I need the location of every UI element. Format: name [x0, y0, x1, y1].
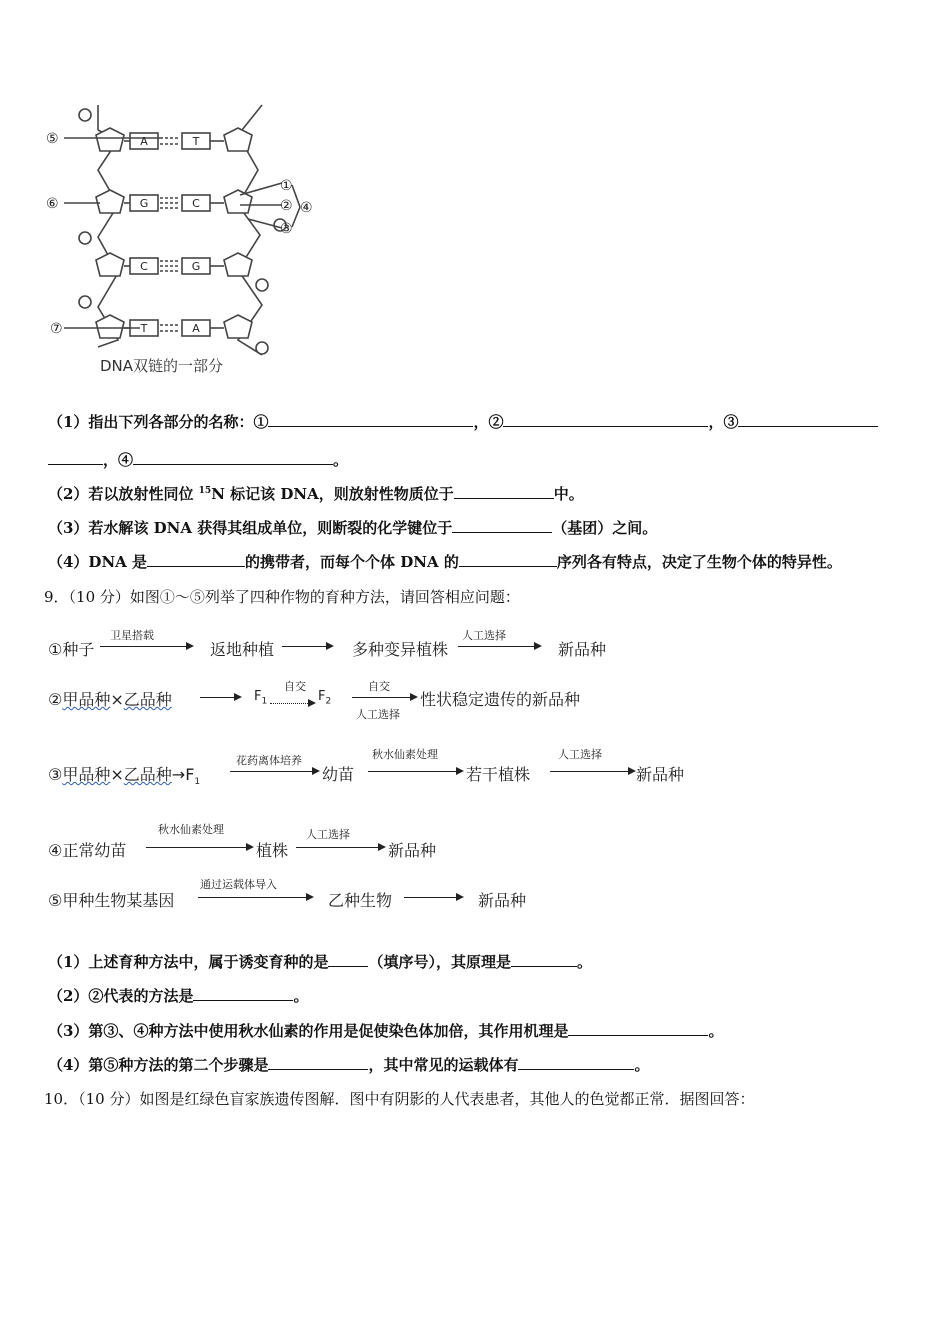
- flow2-cross: ×: [110, 690, 124, 709]
- flow1-label3: 人工选择: [462, 629, 506, 642]
- q8-part4-a: （4）DNA 是: [48, 553, 148, 571]
- callout-2: ②: [280, 198, 293, 214]
- q8-blank-7[interactable]: [147, 552, 245, 567]
- q9-part4-c: 。: [634, 1056, 650, 1074]
- flow2-arrow3: [352, 697, 416, 698]
- flow2-label-selfing1: 自交: [284, 680, 306, 693]
- flow3-node3: 若干植株: [466, 765, 531, 784]
- q9-part3: [48, 1020, 723, 1041]
- q9-part1-c: 。: [576, 953, 592, 971]
- base-letter: A: [140, 135, 148, 148]
- q8-part3-b: （基团）之间。: [552, 519, 658, 537]
- flow1-node3: 多种变异植株: [352, 640, 449, 659]
- row-label-7: ⑦: [50, 321, 63, 337]
- flow4-start: ④正常幼苗: [48, 841, 127, 860]
- q9-blank-4[interactable]: [568, 1021, 708, 1036]
- q8-blank-1[interactable]: [268, 412, 473, 427]
- q8-part1-e: 。: [333, 451, 349, 469]
- flow2-f2-sub: 2: [325, 696, 332, 707]
- flow3-start: [48, 762, 200, 787]
- q10-header: 10．（10 分）如图是红绿色盲家族遗传图解．图中有阴影的人代表患者，其他人的色觉都正常．据图回答：: [44, 1090, 755, 1108]
- q8-part3: [48, 517, 657, 538]
- flow3-f-sub: 1: [194, 777, 201, 788]
- q9-blank-1[interactable]: [328, 952, 368, 967]
- flow2-f2-letter: F: [318, 689, 326, 704]
- q8-part1-line1: [48, 411, 878, 432]
- q9-blank-5[interactable]: [268, 1055, 368, 1070]
- flow4-node3: 新品种: [388, 841, 437, 860]
- q9-blank-3[interactable]: [193, 986, 293, 1001]
- flow3-arrow1: [230, 771, 318, 772]
- q9-part3-a: （3）第③、④种方法中使用秋水仙素的作用是促使染色体加倍，其作用机理是: [48, 1022, 569, 1040]
- q9-part4-b: ，其中常见的运载体有: [368, 1056, 519, 1074]
- q9-part1-b: （填序号），其原理是: [368, 953, 511, 971]
- q8-blank-8[interactable]: [459, 552, 557, 567]
- flow3-num: ③: [48, 765, 63, 784]
- flow1-node4: 新品种: [558, 640, 607, 659]
- base-letter: A: [192, 322, 200, 335]
- q9-part2-a: （2）②代表的方法是: [48, 987, 194, 1005]
- flow1-start: ①种子: [48, 640, 95, 659]
- base-letter: T: [192, 135, 200, 148]
- flow2-f1: [254, 689, 267, 707]
- flow4-label2: 人工选择: [306, 828, 350, 841]
- dna-figure: [40, 95, 340, 395]
- q9-part2: [48, 985, 308, 1006]
- dna-diagram: [40, 95, 340, 395]
- flow3-parent-b: 乙品种: [123, 765, 172, 784]
- q8-part4-b: 的携带者，而每个个体 DNA 的: [245, 553, 459, 571]
- base-letter: G: [139, 197, 149, 210]
- q8-part1-a: （1）指出下列各部分的名称：①: [48, 413, 269, 431]
- flow2-start: [48, 687, 172, 710]
- flow3-cross: ×: [110, 765, 124, 784]
- flow5-label1: 通过运载体导入: [200, 878, 277, 891]
- callout-4: ④: [300, 200, 313, 216]
- q8-part2-a: （2）若以放射性同位: [48, 485, 199, 503]
- flow2-f1-letter: F: [254, 689, 262, 704]
- flow4-arrow1: [146, 847, 252, 848]
- dna-caption: DNA双链的一部分: [100, 357, 224, 375]
- q8-part1-c: ，③: [708, 413, 739, 431]
- q8-part2-c: 中。: [553, 485, 584, 503]
- flow4-arrow2: [296, 847, 384, 848]
- flow3-label2: 秋水仙素处理: [372, 748, 438, 761]
- flow3-arrow2: [368, 771, 462, 772]
- flow2-arrow1: [200, 697, 240, 698]
- q9-part2-b: 。: [293, 987, 309, 1005]
- q8-blank-6[interactable]: [452, 518, 552, 533]
- q8-part3-a: （3）若水解该 DNA 获得其组成单位，则断裂的化学键位于: [48, 519, 453, 537]
- flow3-parent-a: 甲品种: [62, 765, 111, 784]
- flow3-node2: 幼苗: [322, 765, 355, 784]
- q8-part2-sup: 15: [198, 486, 212, 496]
- flow2-f2: [318, 689, 331, 707]
- flow4-label1: 秋水仙素处理: [158, 823, 224, 836]
- q9-header: 9．（10 分）如图①～⑤列举了四种作物的育种方法，请回答相应问题：: [44, 588, 520, 606]
- q8-part1-b: ，②: [473, 413, 504, 431]
- q8-blank-5[interactable]: [454, 484, 554, 499]
- base-letter: G: [191, 260, 201, 273]
- flow2-num: ②: [48, 690, 63, 709]
- flow2-f1-sub: 1: [261, 696, 268, 707]
- q8-blank-3[interactable]: [738, 412, 878, 427]
- flow3-node4: 新品种: [636, 765, 685, 784]
- base-letter: T: [140, 322, 148, 335]
- flow2-parent-a: 甲品种: [62, 690, 111, 709]
- q8-part4: [48, 551, 842, 572]
- q8-blank-4[interactable]: [133, 450, 333, 465]
- flow2-label-selfing2: 自交: [368, 680, 390, 693]
- q9-part3-b: 。: [708, 1022, 724, 1040]
- callout-1: ①: [280, 178, 293, 194]
- q8-part4-c: 序列各有特点，决定了生物个体的特异性。: [556, 553, 842, 571]
- q9-part1-a: （1）上述育种方法中，属于诱变育种的是: [48, 953, 329, 971]
- flow1-arrow1: [100, 646, 192, 647]
- flow4-node2: 植株: [256, 841, 289, 860]
- flow3-label1: 花药离体培养: [236, 754, 302, 767]
- flow5-node2: 乙种生物: [328, 891, 393, 910]
- base-letter: C: [192, 197, 200, 210]
- flow2-end: 性状稳定遗传的新品种: [420, 690, 581, 709]
- flow1-arrow2: [282, 646, 332, 647]
- flow1-label1: 卫星搭载: [110, 629, 154, 642]
- flow5-arrow1: [198, 897, 312, 898]
- flow5-start: ⑤甲种生物某基因: [48, 891, 175, 910]
- q8-part1-line2: [48, 449, 348, 470]
- flow5-arrow2: [404, 897, 462, 898]
- flow2-parent-b: 乙品种: [123, 690, 172, 709]
- q9-part1: [48, 951, 592, 972]
- flow1-arrow3: [458, 646, 540, 647]
- base-letter: C: [140, 260, 148, 273]
- callout-3: ③: [280, 221, 293, 237]
- q9-blank-6[interactable]: [518, 1055, 634, 1070]
- q9-part4: [48, 1054, 649, 1075]
- q8-blank-2[interactable]: [503, 412, 708, 427]
- q9-blank-2[interactable]: [511, 952, 577, 967]
- row-label-5: ⑤: [46, 131, 59, 147]
- q8-blank-3-cont[interactable]: [48, 450, 103, 465]
- flow2-arrow2: [270, 703, 314, 704]
- flow3-arrow3: [550, 771, 634, 772]
- q8-part1-d: ，④: [103, 451, 134, 469]
- flow1-node2: 返地种植: [210, 640, 275, 659]
- row-label-6: ⑥: [46, 196, 59, 212]
- q8-part2-b: N 标记该 DNA，则放射性物质位于: [211, 485, 454, 503]
- flow2-label-select: 人工选择: [356, 708, 400, 721]
- flow3-f: →F: [171, 765, 195, 784]
- flow3-label3: 人工选择: [558, 748, 602, 761]
- flow5-node3: 新品种: [478, 891, 527, 910]
- q9-part4-a: （4）第⑤种方法的第二个步骤是: [48, 1056, 269, 1074]
- q8-part2: [48, 483, 584, 504]
